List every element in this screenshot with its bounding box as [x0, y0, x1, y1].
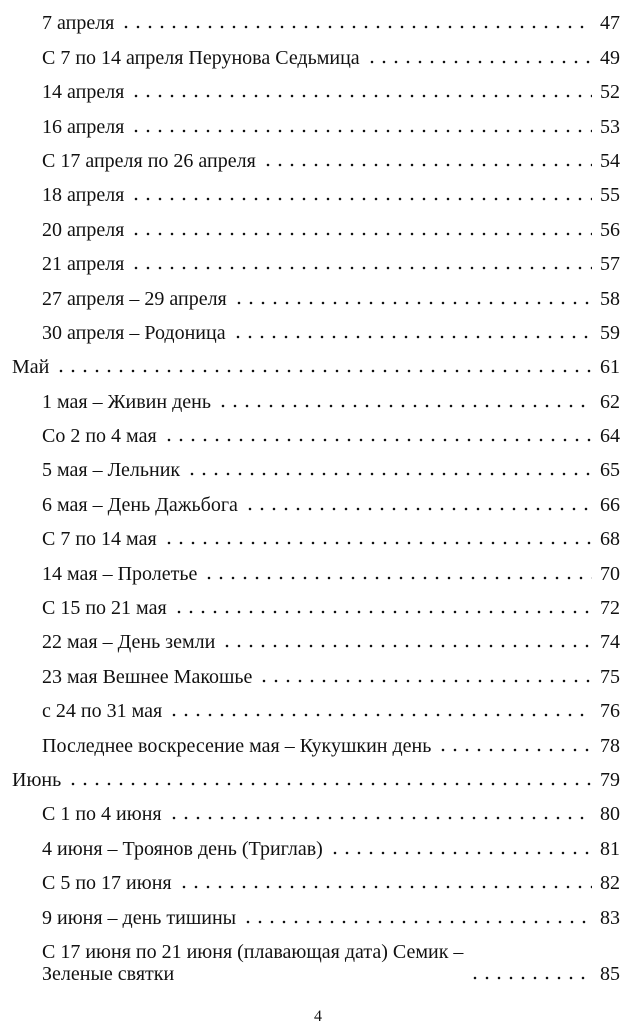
- dot-leader: [173, 610, 592, 614]
- toc-entry: [0, 212, 636, 246]
- dot-leader: [233, 301, 592, 305]
- toc-entry-page: 49: [600, 46, 620, 69]
- toc-section-heading: [0, 350, 636, 384]
- toc-entry-page: 59: [600, 321, 620, 344]
- toc-section-title: Май: [12, 356, 50, 379]
- toc-entry-title: С 7 по 14 мая: [42, 528, 157, 551]
- toc-entry: [0, 40, 636, 74]
- toc-entry-page: 75: [600, 665, 620, 688]
- page-number: 4: [314, 1008, 322, 1025]
- toc-entry-title: 21 апреля: [42, 253, 125, 276]
- dot-leader: [67, 782, 592, 786]
- toc-entry-title: 22 мая – День земли: [42, 631, 216, 654]
- toc-entry-title: 1 мая – Живин день: [42, 390, 211, 413]
- toc-entry-page: 81: [600, 837, 620, 860]
- toc-entry-title: 27 апреля – 29 апреля: [42, 287, 227, 310]
- toc-entry-title: с 24 по 31 мая: [42, 700, 163, 723]
- toc-entry-page: 56: [600, 218, 620, 241]
- dot-leader: [217, 404, 592, 408]
- toc-entry-page: 55: [600, 184, 620, 207]
- dot-leader: [55, 369, 592, 373]
- toc-entry-page: 61: [600, 356, 620, 379]
- toc-entry: [0, 316, 636, 350]
- toc-entry-title: 20 апреля: [42, 218, 125, 241]
- toc-entry-page: 54: [600, 149, 620, 172]
- dot-leader: [178, 885, 592, 889]
- dot-leader: [130, 129, 592, 133]
- toc-entry: [0, 6, 636, 40]
- toc-entry: [0, 625, 636, 659]
- toc-entry-page: 80: [600, 803, 620, 826]
- toc-entry-title: 9 июня – день тишины: [42, 906, 237, 929]
- dot-leader: [262, 163, 592, 167]
- dot-leader: [130, 232, 592, 236]
- dot-leader: [163, 541, 592, 545]
- toc-entry-title: С 15 по 21 мая: [42, 597, 167, 620]
- toc-section-title: Июнь: [12, 768, 62, 791]
- toc-entry: [0, 522, 636, 556]
- toc-entry-page: 82: [600, 872, 620, 895]
- toc-entry: [0, 281, 636, 315]
- toc-entry-page: 72: [600, 597, 620, 620]
- toc-entry: [0, 591, 636, 625]
- toc-entry: [0, 866, 636, 900]
- toc-entry-title: С 5 по 17 июня: [42, 872, 172, 895]
- toc-entry: [0, 178, 636, 212]
- dot-leader: [366, 60, 592, 64]
- dot-leader: [168, 713, 592, 717]
- toc-entry: [0, 659, 636, 693]
- toc-entry: [0, 728, 636, 762]
- toc-entry-title-line: С 17 июня по 21 июня (плавающая дата) Семик –: [42, 940, 464, 963]
- toc-entry: [0, 75, 636, 109]
- toc-entry-page: 64: [600, 425, 620, 448]
- dot-leader: [221, 644, 592, 648]
- dot-leader: [203, 576, 592, 580]
- toc-entry-title: 14 мая – Пролетье: [42, 562, 198, 585]
- toc-entry-page: 78: [600, 734, 620, 757]
- dot-leader: [244, 507, 592, 511]
- toc-entry-page: 79: [600, 768, 620, 791]
- toc-entry-page: 83: [600, 906, 620, 929]
- toc-entry-page: 70: [600, 562, 620, 585]
- dot-leader: [168, 816, 592, 820]
- toc-entry-title: 30 апреля – Родоница: [42, 321, 226, 344]
- toc-entry-title: С 7 по 14 апреля Перунова Седьмица: [42, 46, 360, 69]
- toc-entry-page: 74: [600, 631, 620, 654]
- toc-entry-page: 52: [600, 81, 620, 104]
- toc-entry-page: 85: [600, 962, 620, 985]
- dot-leader: [258, 679, 592, 683]
- dot-leader: [130, 266, 592, 270]
- dot-leader: [242, 920, 592, 924]
- toc-entry: [0, 487, 636, 521]
- toc-entry-title: 18 апреля: [42, 184, 125, 207]
- toc-entry: [0, 453, 636, 487]
- toc-entry: [0, 384, 636, 418]
- toc-entry-page: 68: [600, 528, 620, 551]
- toc-entry: [0, 900, 636, 934]
- dot-leader: [163, 438, 592, 442]
- toc-entry-title: [42, 941, 463, 985]
- toc-entry-page: 66: [600, 493, 620, 516]
- dot-leader: [130, 94, 592, 98]
- toc-entry-title: 4 июня – Троянов день (Триглав): [42, 837, 323, 860]
- toc-entry-title: С 17 апреля по 26 апреля: [42, 149, 256, 172]
- toc-section-heading: [0, 763, 636, 797]
- toc-entry-page: 76: [600, 700, 620, 723]
- toc-entry-title: Со 2 по 4 мая: [42, 425, 157, 448]
- toc-entry-page: 47: [600, 12, 620, 35]
- toc-entry-page: 62: [600, 390, 620, 413]
- toc-entry-page: 65: [600, 459, 620, 482]
- toc-entry-title: С 1 по 4 июня: [42, 803, 162, 826]
- dot-leader: [437, 748, 592, 752]
- toc-entry-title: 23 мая Вешнее Макошье: [42, 665, 253, 688]
- toc-entry-title: 16 апреля: [42, 115, 125, 138]
- toc-entry: [0, 797, 636, 831]
- toc-entry: [0, 109, 636, 143]
- toc-entry: [0, 694, 636, 728]
- dot-leader: [329, 851, 592, 855]
- toc-entry-title: 14 апреля: [42, 81, 125, 104]
- toc-entry-title: 6 мая – День Дажьбога: [42, 493, 238, 516]
- dot-leader: [469, 976, 592, 980]
- toc-entry-title: 5 мая – Лельник: [42, 459, 181, 482]
- toc-entry-title-line: Зеленые святки: [42, 962, 175, 985]
- dot-leader: [120, 25, 592, 29]
- dot-leader: [130, 197, 592, 201]
- toc-entry: [0, 935, 636, 991]
- toc-entry: [0, 419, 636, 453]
- toc-entry-title: Последнее воскресение мая – Кукушкин день: [42, 734, 432, 757]
- toc-entry: [0, 144, 636, 178]
- toc-entry-title: 7 апреля: [42, 12, 115, 35]
- dot-leader: [232, 335, 592, 339]
- toc-entry: [0, 247, 636, 281]
- toc-entry-page: 58: [600, 287, 620, 310]
- toc-entry-page: 53: [600, 115, 620, 138]
- table-of-contents: [0, 6, 636, 991]
- toc-entry: [0, 556, 636, 590]
- dot-leader: [186, 472, 592, 476]
- toc-entry-page: 57: [600, 253, 620, 276]
- toc-entry: [0, 831, 636, 865]
